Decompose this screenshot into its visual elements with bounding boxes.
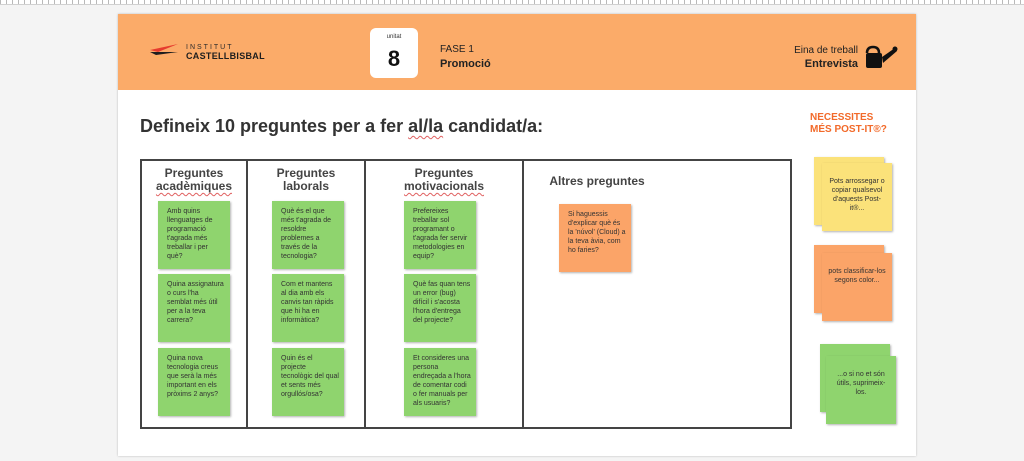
title-prefix: Defineix 10 preguntes per a fer [140, 116, 409, 136]
header-banner [118, 14, 916, 90]
post-it-front: ...o si no et són útils, suprimeix-los. [826, 356, 896, 424]
slide [118, 14, 916, 456]
sticky-note[interactable]: Amb quins llenguatges de programació t'agrada més treballar i per què? [158, 201, 230, 269]
watering-can-icon [864, 44, 898, 70]
sticky-note[interactable]: Quin és el projecte tecnològic del qual et sents més orgullós/osa? [272, 348, 344, 416]
board-canvas [0, 5, 1024, 461]
sticky-note[interactable]: Quina assignatura o curs l'ha semblat més útil per a la teva carrera? [158, 274, 230, 342]
questions-board [140, 159, 792, 429]
column-header-other: Altres preguntes [549, 174, 645, 188]
column-header-academic: Preguntes acadèmiques [155, 166, 233, 193]
column-header-motivational: Preguntes motivacionals [403, 166, 485, 193]
logo-text-bottom: CASTELLBISBAL [186, 51, 265, 61]
post-it-stack-yellow[interactable] [814, 157, 894, 233]
page-title [140, 116, 543, 137]
phase-label: FASE 1 [440, 44, 474, 55]
side-panel-title [810, 112, 910, 136]
post-it-front: pots classificar-los segons color... [822, 253, 892, 321]
sticky-note[interactable]: Quina nova tecnologia creus que serà la més important en els pròxims 2 anys? [158, 348, 230, 416]
post-it-stack-orange[interactable] [814, 245, 894, 321]
logo-mark-icon [148, 40, 182, 62]
unit-number: 8 [387, 46, 401, 71]
unit-badge [370, 28, 418, 78]
sticky-note[interactable]: Com et mantens al dia amb els canvis tan ràpids que hi ha en informàtica? [272, 274, 344, 342]
school-logo [148, 36, 265, 66]
tool-label: Eina de treball [794, 45, 858, 56]
column-divider [522, 161, 524, 427]
column-divider [246, 161, 248, 427]
sticky-note[interactable]: Què fas quan tens un error (bug) difícil i s'acosta l'hora d'entrega del projecte? [404, 274, 476, 342]
sticky-note[interactable]: Prefereixes treballar sol programant o t'agrada fer servir metodologies en equip? [404, 201, 476, 269]
post-it-front: Pots arrossegar o copiar qualsevol d'aquests Post-it®... [822, 163, 892, 231]
post-it-stack-green[interactable] [820, 344, 900, 420]
side-title-line1: NECESSITES [810, 112, 874, 123]
title-suffix: candidat/a: [443, 116, 544, 136]
column-divider [364, 161, 366, 427]
column-header-work: Preguntes laborals [276, 166, 336, 193]
title-underlined: al/la [408, 116, 444, 136]
side-title-line2: MÉS POST-IT®? [810, 124, 887, 135]
sticky-note[interactable]: Si haguessis d'explicar què és la 'núvol' (Cloud) a la teva àvia, com ho faries? [559, 204, 631, 272]
unit-label: unitat [386, 34, 402, 40]
logo-text-top: INSTITUT [186, 44, 234, 51]
phase-name: Promoció [440, 58, 491, 70]
sticky-note[interactable]: Et consideres una persona endreçada a l'hora de comentar codi o fer manuals per als usuaris? [404, 348, 476, 416]
sticky-note[interactable]: Què és el que més t'agrada de resoldre problemes a través de la tecnologia? [272, 201, 344, 269]
tool-name: Entrevista [804, 58, 858, 70]
